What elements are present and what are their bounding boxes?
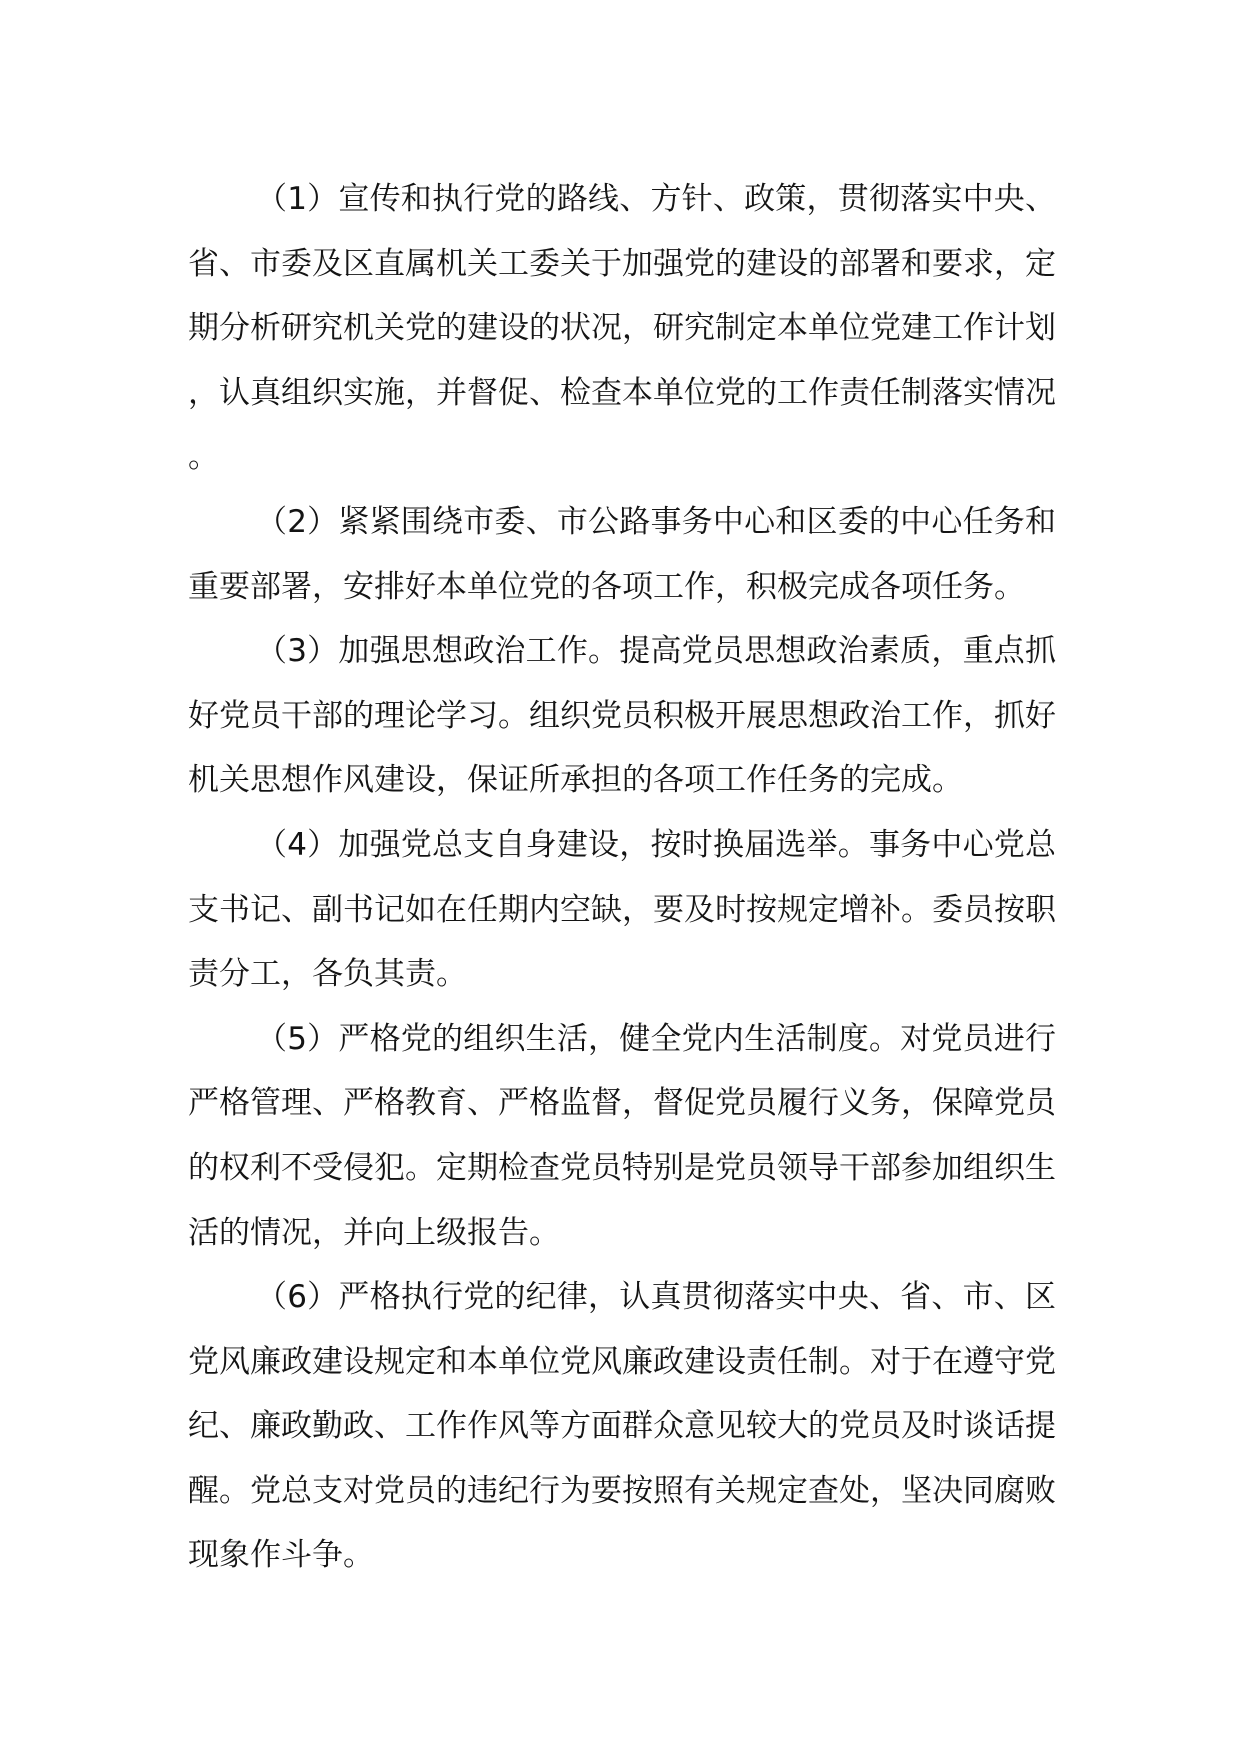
paragraph-1 xyxy=(188,167,1056,490)
paragraph-number: （3） xyxy=(256,633,339,670)
paragraph-text: 严格党的组织生活，健全党内生活制度。对党员进行严格管理、严格教育、严格监督，督促党员履行义务，保障党员的权利不受侵犯。定期检查党员特别是党员领导干部参加组织生活的情况，并向上级报告。 xyxy=(188,1020,1056,1251)
document-body xyxy=(188,167,1056,1588)
paragraph-text: 加强思想政治工作。提高党员思想政治素质，重点抓好党员干部的理论学习。组织党员积极开展思想政治工作，抓好机关思想作风建设，保证所承担的各项工作任务的完成。 xyxy=(188,633,1056,799)
paragraph-text: 严格执行党的纪律，认真贯彻落实中央、省、市、区党风廉政建设规定和本单位党风廉政建设责任制。对于在遵守党纪、廉政勤政、工作作风等方面群众意见较大的党员及时谈话提醒。党总支对党员的违纪行为要按照有关规定查处，坚决同腐败现象作斗争。 xyxy=(188,1279,1056,1574)
paragraph-number: （4） xyxy=(256,826,339,863)
paragraph-number: （6） xyxy=(256,1279,339,1316)
paragraph-6 xyxy=(188,1265,1056,1588)
paragraph-number: （5） xyxy=(256,1020,339,1057)
paragraph-text: 加强党总支自身建设，按时换届选举。事务中心党总支书记、副书记如在任期内空缺，要及时按规定增补。委员按职责分工，各负其责。 xyxy=(188,826,1056,993)
paragraph-5 xyxy=(188,1007,1056,1265)
paragraph-2 xyxy=(188,490,1056,619)
paragraph-number: （1） xyxy=(256,181,339,217)
paragraph-number: （2） xyxy=(256,503,339,540)
paragraph-3 xyxy=(188,619,1056,813)
paragraph-text: 宣传和执行党的路线、方针、政策，贯彻落实中央、省、市委及区直属机关工委关于加强党的建设的部署和要求，定期分析研究机关党的建设的状况，研究制定本单位党建工作计划，认真组织实施，并督促、检查本单位党的工作责任制落实情况。 xyxy=(188,181,1056,476)
paragraph-text: 紧紧围绕市委、市公路事务中心和区委的中心任务和重要部署，安排好本单位党的各项工作，积极完成各项任务。 xyxy=(188,503,1056,605)
paragraph-4 xyxy=(188,813,1056,1007)
